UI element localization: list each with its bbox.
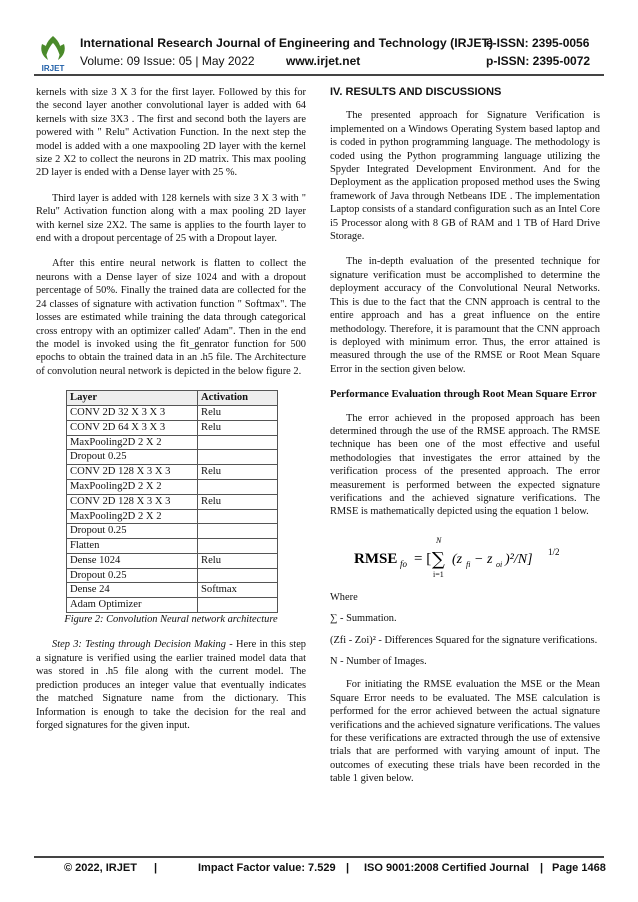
table-row (67, 524, 278, 539)
table-row (67, 598, 278, 613)
table-row (67, 435, 278, 450)
table-cell: CONV 2D 64 X 3 X 3 (67, 420, 198, 435)
table-row (67, 568, 278, 583)
svg-text:1/2: 1/2 (548, 546, 560, 557)
table-cell: Relu (198, 494, 278, 509)
paragraph (36, 638, 306, 732)
svg-text:)²/N]: )²/N] (505, 551, 533, 567)
paragraph: kernels with size 3 X 3 for the first layer. Followed by this for the second layer another convolutional layer is added with 64 kernels with size 3X3 . The first and second both the layers are powered with " Relu" Activation Function. In the next step the model is added with a one maxpooling 2D layer with the kernel size 2 X2 to collect the neurons in 2D matrix. This max pooling 2D layer is ended with a Dense layer with 25 %. (36, 87, 306, 179)
table-cell: Dense 24 (67, 583, 198, 598)
table-cell (198, 479, 278, 494)
table-header-cell: Layer (67, 391, 198, 406)
svg-text:fo: fo (400, 558, 408, 569)
footer-page: Page 1468 (552, 862, 606, 874)
table-header-cell: Activation (198, 391, 278, 406)
footer-copyright: © 2022, IRJET (64, 862, 137, 874)
table-cell: Relu (198, 405, 278, 420)
table-cell: Relu (198, 465, 278, 480)
figure-caption: Figure 2: Convolution Neural network architecture (64, 614, 278, 626)
table-row (67, 509, 278, 524)
irjet-logo-icon (36, 34, 70, 74)
table-cell: Adam Optimizer (67, 598, 198, 613)
footer-divider (34, 856, 604, 858)
svg-text:= [: = [ (414, 550, 432, 567)
footer-sep: | (540, 862, 544, 874)
eissn: e-ISSN: 2395-0056 (486, 36, 590, 50)
table-row (67, 405, 278, 420)
definition: N - Number of Images. (330, 656, 427, 667)
table-cell (198, 568, 278, 583)
table-row (67, 465, 278, 480)
table-cell: Relu (198, 420, 278, 435)
table-cell (198, 435, 278, 450)
svg-text:(z: (z (452, 551, 463, 567)
table-header-row (67, 391, 278, 406)
table-row (67, 450, 278, 465)
table-row (67, 494, 278, 509)
table-cell: Softmax (198, 583, 278, 598)
paragraph: The presented approach for Signature Verification is implemented on a Windows Operating System based laptop and is coded in python programming language. The methodology is coded using the Python programming language utilizing the Spyder Integrated Development Environment. And for the Deployment as the application proposed method uses the Swing framework of Java through Netbeans IDE . The implementation Laptop consists of a standard configuration such as an Intel Core i5 Processor along with 8 GB of RAM and 1 TB of Hard Drive Storage. (330, 110, 600, 243)
table-cell: Relu (198, 553, 278, 568)
table-row (67, 479, 278, 494)
svg-text:RMSE: RMSE (354, 550, 398, 567)
table-cell (198, 598, 278, 613)
table-cell: Dropout 0.25 (67, 450, 198, 465)
table-cell: CONV 2D 128 X 3 X 3 (67, 494, 198, 509)
journal-title: International Research Journal of Engineering and Technology (IRJET) (80, 36, 494, 50)
svg-text:∑: ∑ (432, 548, 445, 570)
rmse-equation (354, 531, 600, 581)
svg-text:oi: oi (496, 559, 503, 569)
table-cell (198, 539, 278, 554)
svg-text:N: N (436, 535, 442, 545)
step-label: Step 3: Testing through Decision Making (52, 639, 226, 651)
footer-sep: | (154, 862, 158, 874)
table-cell (198, 450, 278, 465)
journal-website[interactable]: www.irjet.net (286, 54, 361, 68)
table-cell (198, 524, 278, 539)
footer-impact: Impact Factor value: 7.529 (198, 862, 336, 874)
paragraph: For initiating the RMSE evaluation the MSE or the Mean Square Error needs to be evaluated. The MSE calculation is performed for the error achieved between the actual signature verifications and the achieved signature verifications. The values for these verifications are extracted through the use of extensive trials that are performed with varying amount of input. The outcomes of executing these trials have been recorded in the table 1 given below. (330, 679, 600, 785)
table-cell: MaxPooling2D 2 X 2 (67, 435, 198, 450)
table-cell: Dropout 0.25 (67, 568, 198, 583)
table-cell: CONV 2D 128 X 3 X 3 (67, 465, 198, 480)
right-column (330, 86, 600, 798)
table-cell: Dense 1024 (67, 553, 198, 568)
paragraph: The in-depth evaluation of the presented technique for signature verification must be accomplished to determine the deployment accuracy of the Convolutional Neural Networks. This is due to the fact that the CNN approach is central to the entire approach and has a great influence on the entire methodology. Therefore, it is paramount that the CNN approach is deployed with minimum error. Thus, the error attained is measured through the use of the RMSE or Root Mean Square Error in the section given below. (330, 256, 600, 375)
svg-text:fi: fi (466, 559, 471, 569)
table-cell: MaxPooling2D 2 X 2 (67, 479, 198, 494)
table-row (67, 583, 278, 598)
header-divider (34, 74, 604, 76)
definition: ∑ - Summation. (330, 613, 397, 625)
table-cell: CONV 2D 32 X 3 X 3 (67, 405, 198, 420)
definition: (Zfi - Zoi)² - Differences Squared for the signature verifications. (330, 634, 598, 646)
table-cell (198, 509, 278, 524)
step-text: - Here in this step a signature is verified using the earlier trained model data that was stored in .h5 file along with the current model. The prediction produces an integer value that eventually indicates the matched Signature name from the dictionary. This Information is enough to take the decision for the real and forged signatures for the given input. (36, 639, 306, 731)
table-cell: MaxPooling2D 2 X 2 (67, 509, 198, 524)
svg-text:− z: − z (474, 551, 493, 567)
table-row (67, 420, 278, 435)
left-column (36, 86, 306, 744)
section-title: IV. RESULTS AND DISCUSSIONS (330, 86, 502, 98)
table-row (67, 553, 278, 568)
paragraph: The error achieved in the proposed approach has been determined through the use of the RMSE approach. The RMSE technique has been one of the most effective and useful methodologies that investigates the error attained by the verification process of the presented approach. The error measurement is performed between the expected signature verifications and the achieved signature verifications. The RMSE is mathematically depicted using the equation 1 below. (330, 412, 600, 518)
footer-iso: ISO 9001:2008 Certified Journal (364, 862, 530, 874)
paragraph: After this entire neural network is flatten to collect the neurons with a Dense layer of size 1024 and with a dropout percentage of 50%. Finally the trained data are collected for the 24 classes of signature with activation function " Softmax". The losses are estimated while training the data through categorical cross entropy with an optimizer called' Adam". Then in the end the model is invoked using the fit_genrator function for 500 epochs to obtain the trained data in an .h5 file. The Architecture of convolution neural network is depicted in the below figure 2. (36, 258, 306, 377)
where-label: Where (330, 591, 358, 603)
table-row (67, 539, 278, 554)
subsection-title: Performance Evaluation through Root Mean Square Error (330, 389, 597, 401)
table-cell: Dropout 0.25 (67, 524, 198, 539)
page-header (0, 0, 638, 80)
volume-issue: Volume: 09 Issue: 05 | May 2022 (80, 54, 255, 68)
svg-text:i=1: i=1 (433, 569, 444, 579)
pissn: p-ISSN: 2395-0072 (486, 54, 591, 68)
svg-text:IRJET: IRJET (41, 64, 65, 73)
architecture-table (66, 390, 278, 613)
footer-sep: | (346, 862, 350, 874)
table-cell: Flatten (67, 539, 198, 554)
paragraph: Third layer is added with 128 kernels with size 3 X 3 with " Relu" Activation function along with a max pooling 2D layer with kernel size 2X2. The same is applies to the fourth layer to end with a dropout percentage of 25 with a Dropout layer. (36, 192, 306, 245)
